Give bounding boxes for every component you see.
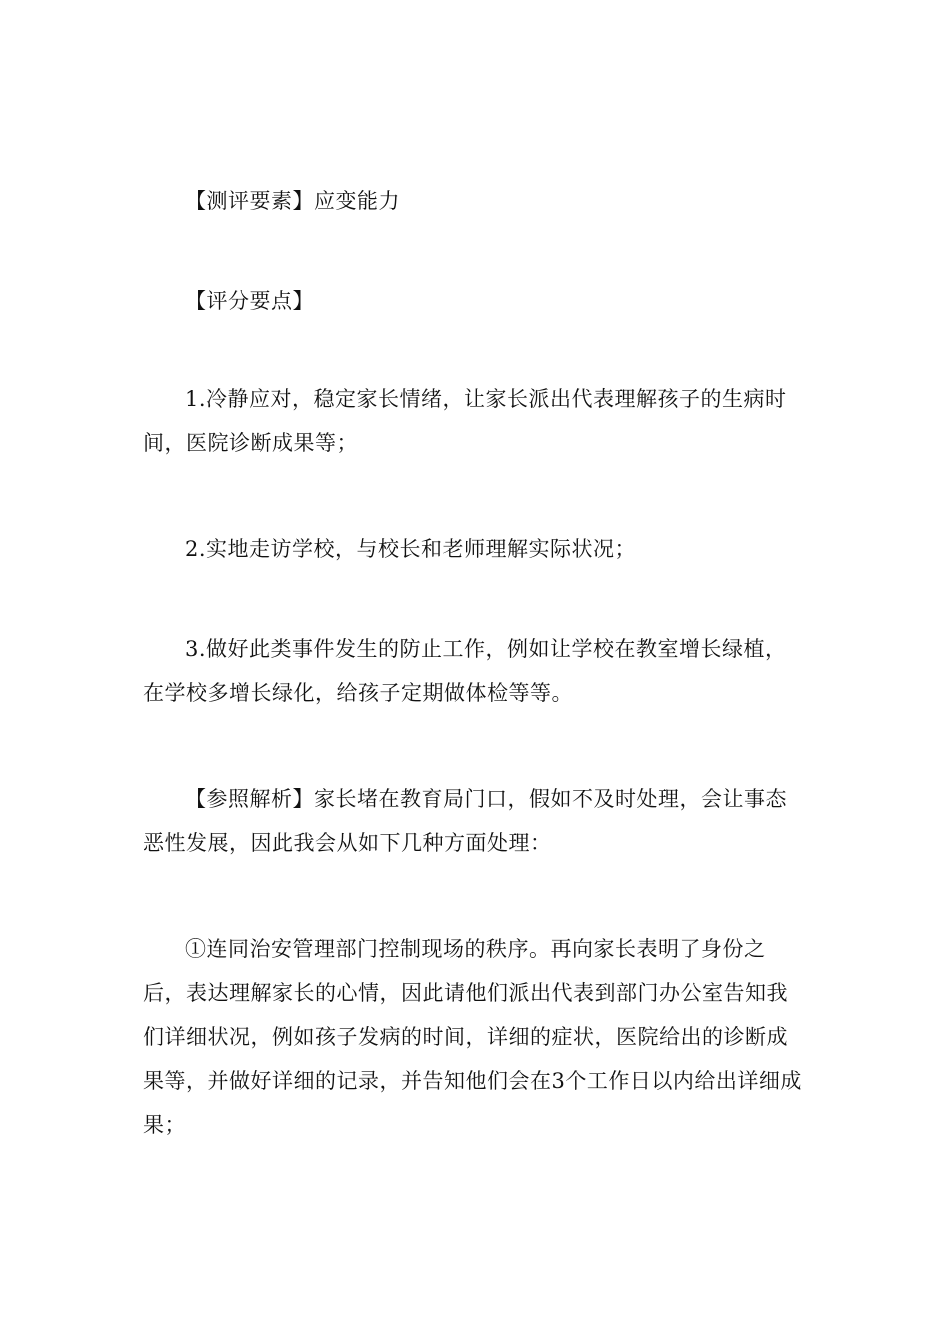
scoring-point-2: 2.实地走访学校，与校长和老师理解实际状况； <box>185 537 637 561</box>
reference-analysis-paragraph: 【参照解析】家长堵在教育局门口，假如不及时处理，会让事态恶性发展，因此我会从如下几种方面处理： <box>143 787 787 855</box>
assessment-element-heading: 【测评要素】应变能力 <box>185 189 400 213</box>
analysis-step-1-paragraph: ①连同治安管理部门控制现场的秩序。再向家长表明了身份之后，表达理解家长的心情，因此请他们派出代表到部门办公室告知我们详细状况，例如孩子发病的时间，详细的症状，医院给出的诊断成果等，并做好详细的记录，并告知他们会在3个工作日以内给出详细成果； <box>143 937 802 1137</box>
scoring-points-heading: 【评分要点】 <box>185 289 314 313</box>
scoring-point-3: 3.做好此类事件发生的防止工作，例如让学校在教室增长绿植，在学校多增长绿化，给孩子定期做体检等等。 <box>143 637 787 705</box>
scoring-point-1: 1.冷静应对，稳定家长情绪，让家长派出代表理解孩子的生病时间，医院诊断成果等； <box>143 387 787 455</box>
